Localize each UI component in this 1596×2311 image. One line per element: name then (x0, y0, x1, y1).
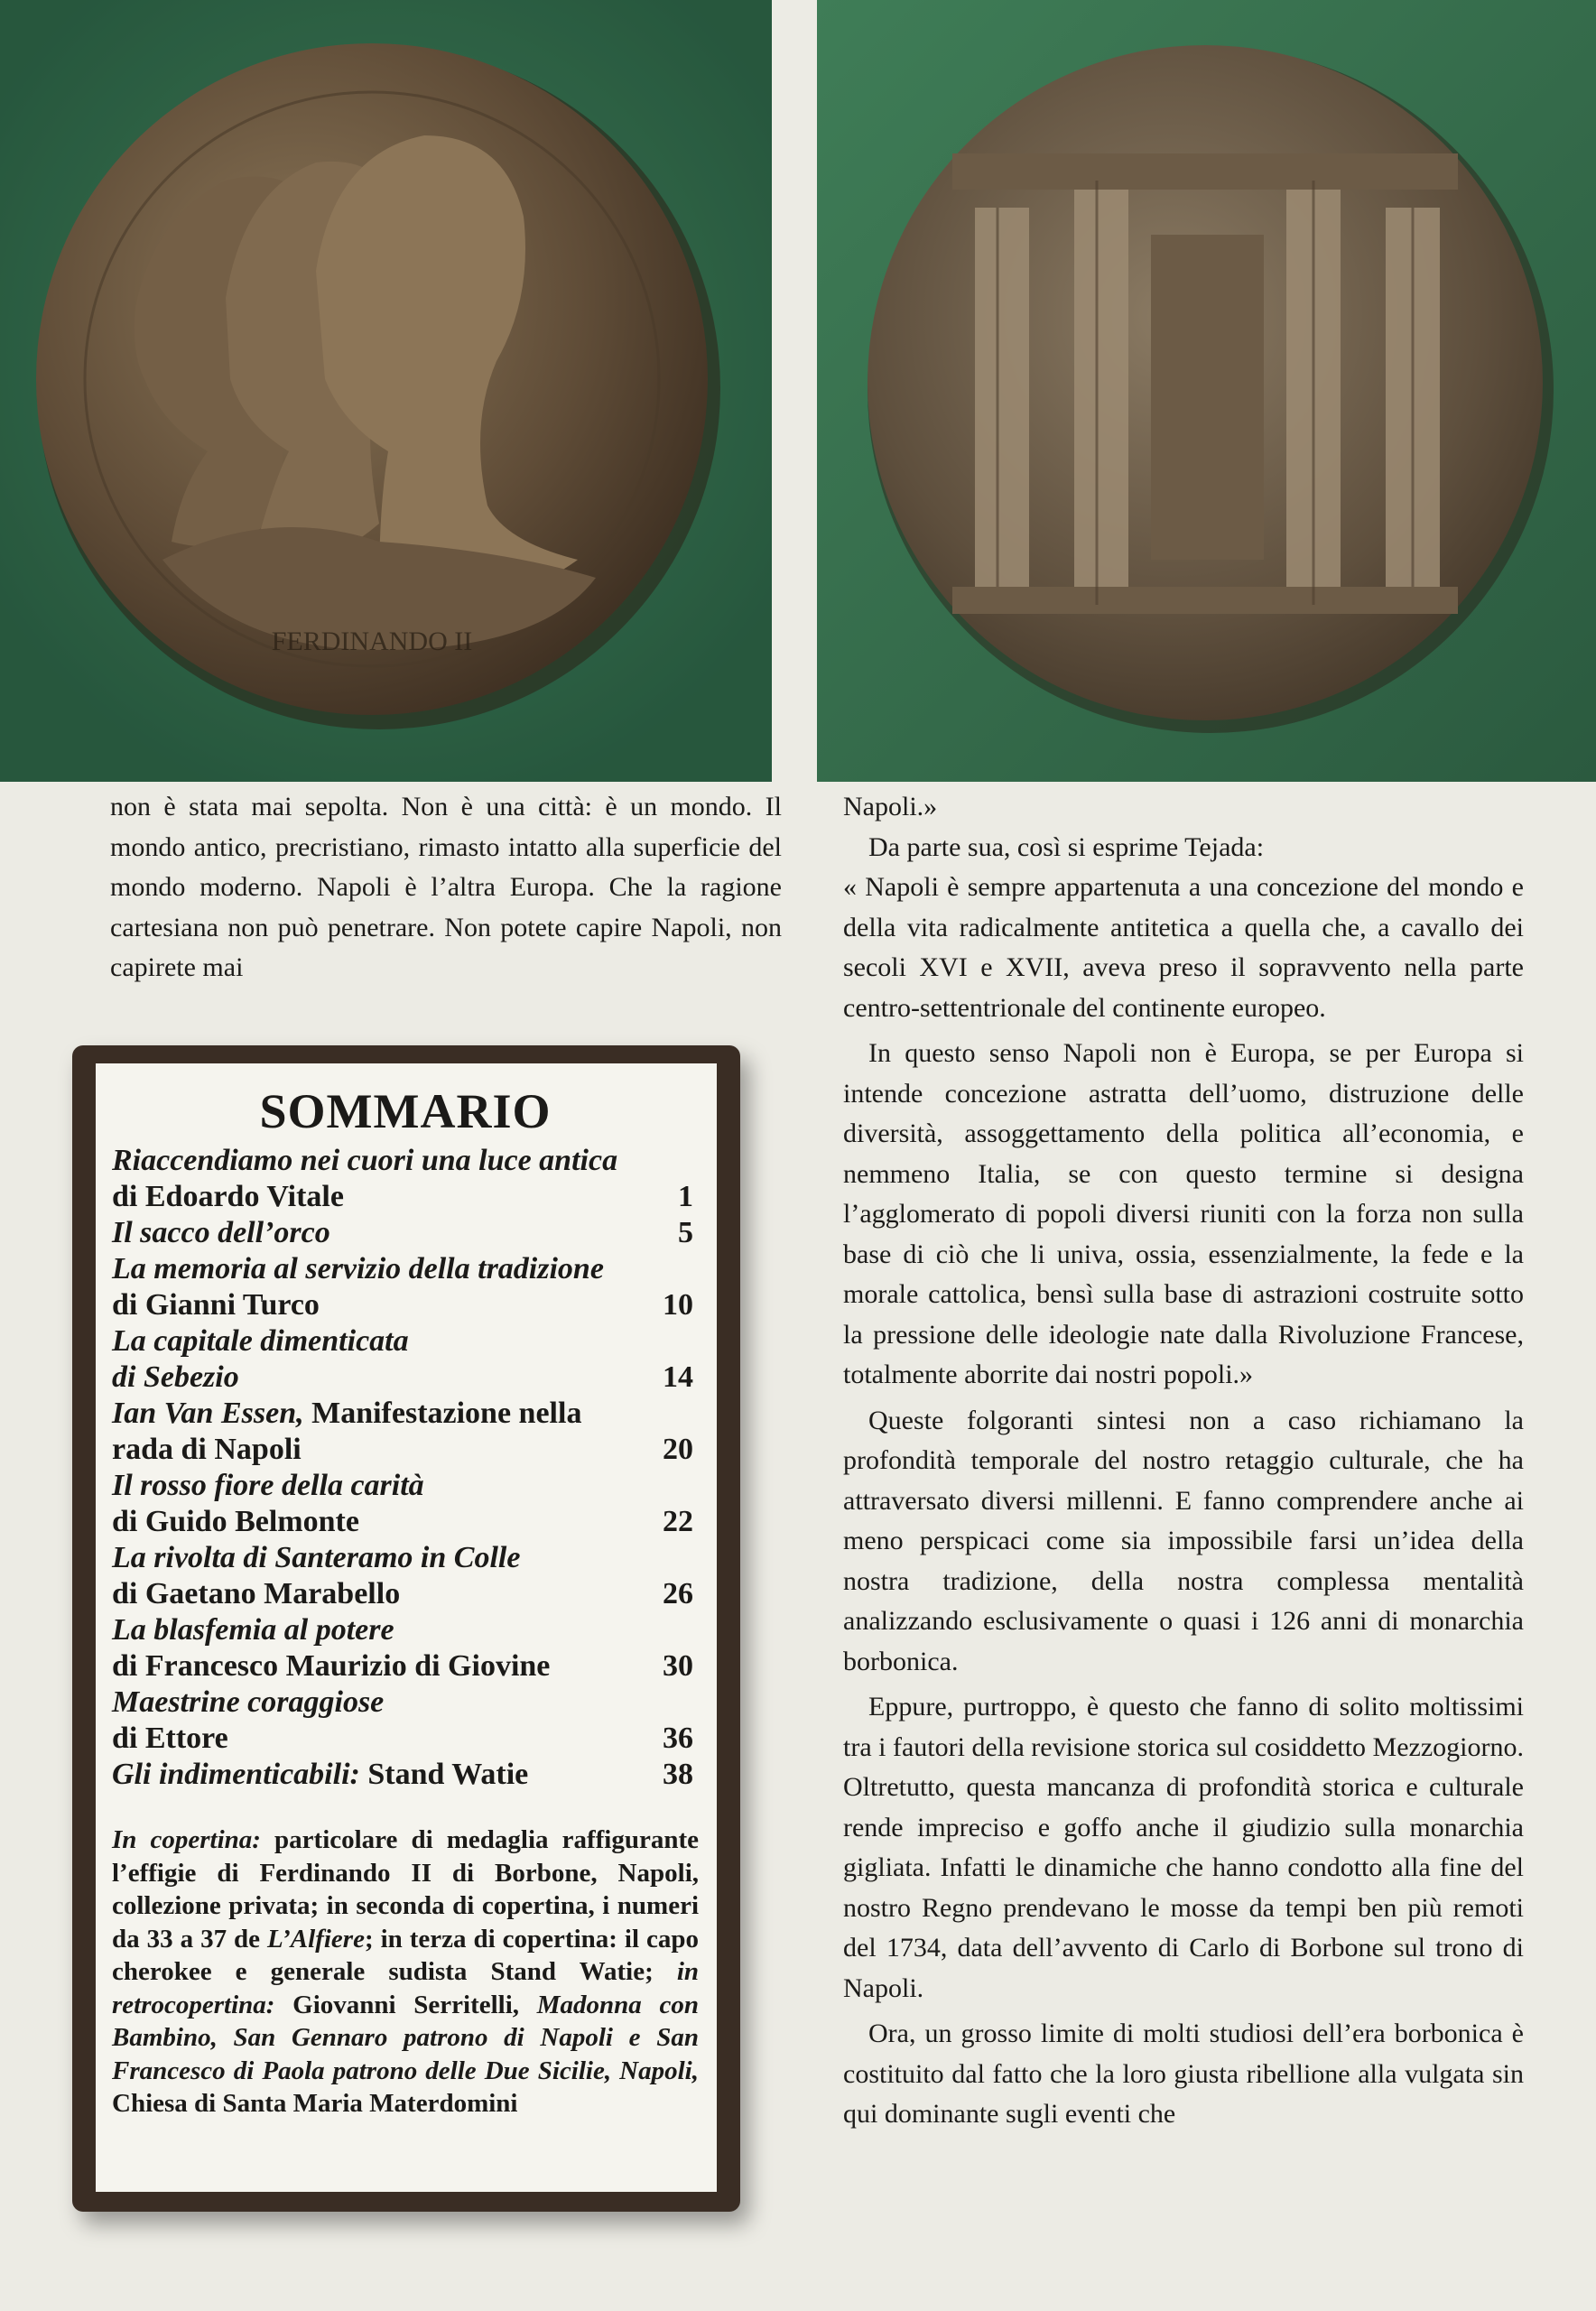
toc-title: La memoria al servizio della tradizione (112, 1252, 604, 1285)
toc-entry[interactable] (112, 1757, 699, 1793)
toc-entry[interactable] (112, 1215, 699, 1251)
cover-retro-label: in retrocopertina: (112, 1957, 699, 2019)
paragraph-7: Ora, un grosso limite di molti studiosi dell’era borbonica è costituito dal fatto che la loro giusta ribellione alla vulgata sin qui dominante sugli eventi che (843, 2019, 1524, 2129)
toc-author: di Gaetano Marabello (112, 1577, 401, 1610)
paragraph-5: Queste folgoranti sintesi non a caso richiamano la profondità temporale del nostro retaggio culturale, che ha attraversato diversi millenni. E fanno comprendere anche ai meno perspicaci come sia impossibile farsi un’idea della nostra tradizione, della nostra complessa mentalità analizzando esclusivamente o quasi i 126 anni di monarchia borbonica. (843, 1405, 1524, 1676)
cover-credits (112, 1824, 699, 2121)
medal-reverse-image (817, 0, 1596, 782)
toc-page: 20 (663, 1433, 693, 1466)
medal-reverse-photo (817, 0, 1596, 782)
toc-entry[interactable] (112, 1540, 699, 1612)
toc-entry[interactable] (112, 1685, 699, 1757)
toc-page: 30 (663, 1649, 693, 1683)
toc-author: di Gianni Turco (112, 1288, 320, 1322)
toc-entry[interactable] (112, 1143, 699, 1215)
left-column (110, 787, 782, 988)
toc-entry[interactable] (112, 1323, 699, 1396)
toc-page: 14 (663, 1360, 693, 1394)
toc-title: La blasfemia al potere (112, 1613, 394, 1647)
toc-page: 10 (663, 1288, 693, 1322)
left-column-text: non è stata mai sepolta. Non è una città: è un mondo. Il mondo antico, precristiano, rimasto intatto alla superficie del mondo moderno. Napoli è l’altra Europa. Che la ragione cartesiana non può penetrare. Non potete capire Napoli, non capirete mai (110, 792, 782, 982)
toc-author: Ian Van Essen, (112, 1397, 304, 1430)
sommario-title: SOMMARIO (259, 1084, 552, 1138)
toc-title-plain: Stand Watie (367, 1758, 529, 1791)
toc-entry[interactable] (112, 1612, 699, 1685)
medal-inscription: FERDINANDO II (271, 626, 473, 656)
medal-obverse-photo (0, 0, 772, 782)
toc-entry[interactable] (112, 1396, 699, 1468)
cover-label: In copertina: (112, 1825, 261, 1854)
medal-obverse-image (0, 0, 772, 782)
toc-entry[interactable] (112, 1251, 699, 1323)
toc-page: 5 (678, 1216, 693, 1249)
paragraph-1: Napoli.» (843, 792, 938, 821)
toc-title: Manifestazione nella (311, 1397, 582, 1430)
cover-text-3: Giovanni Serritelli, (292, 1990, 520, 2019)
toc-title: Il rosso fiore della carità (112, 1469, 424, 1502)
toc-page: 1 (678, 1180, 693, 1213)
toc-page: 38 (663, 1758, 693, 1791)
cover-text-1: particolare di medaglia raffigurante l’effigie di Ferdinando II di Borbone, Napoli, collezione privata; in seconda di copertina, i numeri da 33 a 37 de (112, 1825, 700, 1954)
toc-entry[interactable] (112, 1468, 699, 1540)
cover-text-4: Chiesa di Santa Maria Materdomini (112, 2089, 518, 2118)
toc-title: La capitale dimenticata (112, 1324, 409, 1358)
toc-author: di Francesco Maurizio di Giovine (112, 1649, 551, 1683)
toc-page: 26 (663, 1577, 693, 1610)
toc-title: Il sacco dell’orco (112, 1216, 330, 1249)
toc-title: Riaccendiamo nei cuori una luce antica (112, 1144, 618, 1177)
cover-journal: L’Alfiere (267, 1924, 365, 1954)
sommario-frame (72, 1045, 740, 2212)
toc-author: di Guido Belmonte (112, 1505, 359, 1538)
sommario-box (96, 1063, 717, 2192)
cover-text-2: ; in terza di copertina: il capo cherokee e generale sudista Stand Watie; (112, 1924, 699, 1986)
cover-artwork: Madonna con Bambino, San Gennaro patrono di Napoli e San Francesco di Paola patrono delle Due Sicilie, Napoli, (112, 1990, 700, 2085)
right-column (843, 787, 1524, 2135)
paragraph-4: In questo senso Napoli non è Europa, se per Europa si intende concezione astratta dell’uomo, distruzione delle diversità, assoggettamento della politica all’economia, e nemmeno Italia, se con questo termine si designa l’agglomerato di popoli diversi riuniti con la forza non sulla base di ciò che li univa, ossia, essenzialmente, la fede e la morale cattolica, bensì sulla base di astrazioni costruite sotto la pressione delle ideologie nate dalla Rivoluzione Francese, totalmente aborrite dai nostri popoli.» (843, 1038, 1524, 1389)
paragraph-3: « Napoli è sempre appartenuta a una concezione del mondo e della vita radicalmente antitetica a quella che, a cavallo dei secoli XVI e XVII, aveva preso il sopravvento nella parte centro-settentrionale del continente europeo. (843, 872, 1524, 1023)
toc-title: Maestrine coraggiose (112, 1685, 385, 1719)
toc-author: di Ettore (112, 1722, 228, 1755)
toc-author: di Sebezio (112, 1360, 239, 1394)
paragraph-2: Da parte sua, così si esprime Tejada: (868, 831, 1265, 862)
toc-title: La rivolta di Santeramo in Colle (112, 1541, 521, 1574)
toc-page: 22 (663, 1505, 693, 1538)
toc-title: Gli indimenticabili: (112, 1758, 360, 1791)
toc-page: 36 (663, 1722, 693, 1755)
toc-title-cont: rada di Napoli (112, 1433, 302, 1466)
paragraph-6: Eppure, purtroppo, è questo che fanno di solito moltissimi tra i fautori della revisione storica sul cosiddetto Mezzogiorno. Oltretutto, questa mancanza di profondità storica e culturale rende impreciso e goffo anche il giudizio sulla monarchia gigliata. Infatti le dinamiche che hanno condotto alla fine del nostro Regno prendevano le mosse da tempi ben più remoti del 1734, data dell’avvento di Carlo di Borbone sul trono di Napoli. (843, 1692, 1524, 2003)
toc-author: di Edoardo Vitale (112, 1180, 344, 1213)
